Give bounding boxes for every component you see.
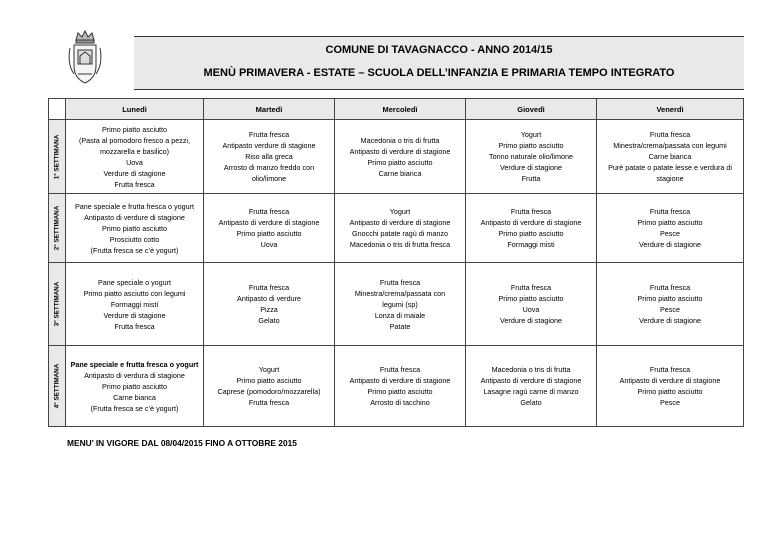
menu-item: Gelato <box>520 398 542 407</box>
menu-item: Frutta fresca <box>114 321 155 331</box>
menu-item: Frutta fresca <box>510 283 552 292</box>
menu-item: Yogurt <box>258 365 280 374</box>
validity-note: MENU’ IN VIGORE DAL 08/04/2015 FINO A OTTOBRE 2015 <box>67 438 297 448</box>
menu-item: Antipasto di verdure <box>237 294 301 303</box>
menu-item: Verdure di stagione <box>639 316 701 325</box>
menu-item: Frutta fresca <box>649 207 691 216</box>
menu-item: Verdure di stagione <box>500 316 562 325</box>
page-title: COMUNE DI TAVAGNACCO - ANNO 2014/15 <box>325 44 553 56</box>
menu-item: Carne bianca <box>113 392 156 402</box>
menu-item: Frutta fresca <box>248 283 290 292</box>
menu-cell-monday <box>66 346 204 427</box>
menu-item: Arrosto di manzo freddo con <box>223 163 315 172</box>
menu-item: Formaggi misti <box>507 240 555 249</box>
menu-item: Gelato <box>258 316 280 325</box>
menu-item: Antipasto di verdure di stagione <box>349 146 451 156</box>
menu-item: Pane speciale e frutta fresca o yogurt <box>70 359 199 369</box>
week-label: 2° SETTIMANA <box>53 205 61 251</box>
day-header-monday: Lunedì <box>66 99 204 120</box>
menu-cell-friday <box>597 194 744 263</box>
menu-item: Antipasto di verdure di stagione <box>349 376 451 385</box>
menu-item: Primo piatto asciutto <box>498 294 564 303</box>
menu-item: Frutta fresca <box>248 207 290 216</box>
menu-item: Antipasto di verdura di stagione <box>84 370 185 380</box>
menu-item: Primo piatto asciutto <box>236 229 302 238</box>
menu-item: Pesce <box>660 229 680 238</box>
menu-item: Pane speciale e frutta fresca o yogurt <box>74 201 195 211</box>
menu-item: Verdure di stagione <box>103 310 166 320</box>
menu-item: Antipasto di verdure di stagione <box>218 218 320 227</box>
menu-item: Frutta fresca <box>114 179 155 189</box>
day-header-row <box>49 99 744 120</box>
menu-item: Minestra/crema/passata con <box>354 288 446 298</box>
menu-item: (Frutta fresca se c’è yogurt) <box>90 403 179 413</box>
menu-cell-friday <box>597 263 744 346</box>
menu-item: Gnocchi patate ragù di manzo <box>352 229 448 238</box>
menu-item: Primo piatto asciutto <box>236 376 302 385</box>
menu-item: Lonza di maiale <box>374 310 426 320</box>
menu-cell-tuesday <box>204 263 335 346</box>
menu-item: Arrosto di tacchino <box>370 398 430 407</box>
menu-item: Primo piatto asciutto <box>101 124 168 134</box>
menu-item: Pesce <box>660 305 680 314</box>
day-header-wednesday: Mercoledì <box>335 99 466 120</box>
menu-item: Frutta fresca <box>649 283 691 292</box>
menu-item: Primo piatto asciutto <box>367 157 433 167</box>
menu-cell-wednesday <box>335 194 466 263</box>
menu-item: Prosciutto cotto <box>109 234 160 244</box>
menu-body <box>49 120 744 427</box>
menu-cell-tuesday <box>204 346 335 427</box>
menu-item: Primo piatto asciutto <box>637 218 703 227</box>
menu-item: Pesce <box>660 398 680 407</box>
menu-item: Yogurt <box>520 130 542 139</box>
week-label-cell <box>49 263 66 346</box>
menu-cell-thursday <box>466 120 597 194</box>
menu-item: legumi (sp) <box>382 299 418 309</box>
menu-item: Primo piatto asciutto con legumi <box>83 288 186 298</box>
menu-item: Antipasto di verdure di stagione <box>619 376 721 385</box>
menu-cell-tuesday <box>204 194 335 263</box>
menu-item: Primo piatto asciutto <box>101 381 168 391</box>
menu-item: (Pasta al pomodoro fresco a pezzi, <box>78 135 191 145</box>
menu-item: Lasagne ragù carne di manzo <box>483 387 579 396</box>
week-label-cell <box>49 346 66 427</box>
week-label: 4° SETTIMANA <box>53 363 61 409</box>
menu-item: Frutta fresca <box>379 365 421 374</box>
menu-item: Primo piatto asciutto <box>637 387 703 396</box>
day-header-thursday: Giovedì <box>466 99 597 120</box>
page-subtitle: MENÙ PRIMAVERA - ESTATE – SCUOLA DELL’INFANZIA E PRIMARIA TEMPO INTEGRATO <box>203 67 675 79</box>
menu-item: Tonno naturale olio/limone <box>489 152 573 161</box>
menu-item: Antipasto di verdure di stagione <box>480 376 582 385</box>
menu-item: Carne bianca <box>378 168 422 178</box>
menu-item: Macedonia o tris di frutta fresca <box>349 240 451 249</box>
week-label-cell <box>49 194 66 263</box>
menu-item: Primo piatto asciutto <box>498 229 564 238</box>
week-label: 1° SETTIMANA <box>53 134 61 179</box>
menu-cell-monday <box>66 120 204 194</box>
menu-item: Antipasto di verdure di stagione <box>480 218 582 227</box>
week-row <box>49 194 744 263</box>
menu-item: Uova <box>522 305 540 314</box>
menu-item: Frutta fresca <box>510 207 552 216</box>
menu-item: Uova <box>126 157 143 167</box>
menu-item: Antipasto di verdure di stagione <box>349 218 451 227</box>
menu-item: Uova <box>260 240 278 249</box>
menu-cell-thursday <box>466 263 597 346</box>
menu-item: Carne bianca <box>648 152 692 161</box>
menu-item: Frutta fresca <box>649 365 691 374</box>
menu-item: Macedonia o tris di frutta <box>491 365 571 374</box>
menu-item: Caprese (pomodoro/mozzarella) <box>217 387 321 396</box>
menu-cell-thursday <box>466 194 597 263</box>
menu-item: Riso alla greca <box>245 152 293 161</box>
menu-cell-tuesday <box>204 120 335 194</box>
menu-cell-friday <box>597 346 744 427</box>
menu-item: Minestra/crema/passata con legumi <box>613 141 727 150</box>
menu-item: Antipasto di verdure di stagione <box>84 212 185 222</box>
menu-cell-thursday <box>466 346 597 427</box>
menu-item: Primo piatto asciutto <box>498 141 564 150</box>
day-header-tuesday: Martedì <box>204 99 335 120</box>
week-row <box>49 263 744 346</box>
menu-cell-monday <box>66 263 204 346</box>
menu-item: (Frutta fresca se c’è yogurt) <box>90 245 179 255</box>
menu-item: Verdure di stagione <box>103 168 166 178</box>
menu-item: Primo piatto asciutto <box>101 223 168 233</box>
menu-item: Verdure di stagione <box>500 163 562 172</box>
menu-item: Yogurt <box>389 207 411 216</box>
corner-cell <box>49 99 66 120</box>
menu-table <box>48 98 744 427</box>
menu-cell-wednesday <box>335 120 466 194</box>
menu-item: Purè patate o patate lesse e verdura di <box>608 163 732 172</box>
week-row <box>49 346 744 427</box>
menu-item: Frutta <box>521 174 541 183</box>
menu-item: Frutta fresca <box>379 277 421 287</box>
menu-item: stagione <box>656 174 684 183</box>
menu-item: Frutta fresca <box>248 130 290 139</box>
day-header-friday: Venerdì <box>597 99 744 120</box>
menu-item: Macedonia o tris di frutta <box>360 135 440 145</box>
menu-item: Pizza <box>260 305 278 314</box>
menu-item: Pane speciale o yogurt <box>97 277 172 287</box>
menu-item: Formaggi misti <box>110 299 159 309</box>
menu-cell-friday <box>597 120 744 194</box>
menu-item: Frutta fresca <box>248 398 290 407</box>
menu-item: Frutta fresca <box>649 130 691 139</box>
menu-cell-wednesday <box>335 263 466 346</box>
menu-item: olio/limone <box>251 174 287 183</box>
week-row <box>49 120 744 194</box>
header-band <box>134 36 744 90</box>
menu-item: Primo piatto asciutto <box>367 387 433 396</box>
menu-item: mozzarella e basilico) <box>99 146 170 156</box>
menu-cell-wednesday <box>335 346 466 427</box>
week-label: 3° SETTIMANA <box>53 281 61 327</box>
week-label-cell <box>49 120 66 194</box>
menu-cell-monday <box>66 194 204 263</box>
menu-item: Verdure di stagione <box>639 240 701 249</box>
municipal-crest-icon <box>66 28 104 86</box>
menu-item: Primo piatto asciutto <box>637 294 703 303</box>
menu-item: Patate <box>389 321 411 331</box>
menu-item: Antipasto verdure di stagione <box>222 141 316 150</box>
